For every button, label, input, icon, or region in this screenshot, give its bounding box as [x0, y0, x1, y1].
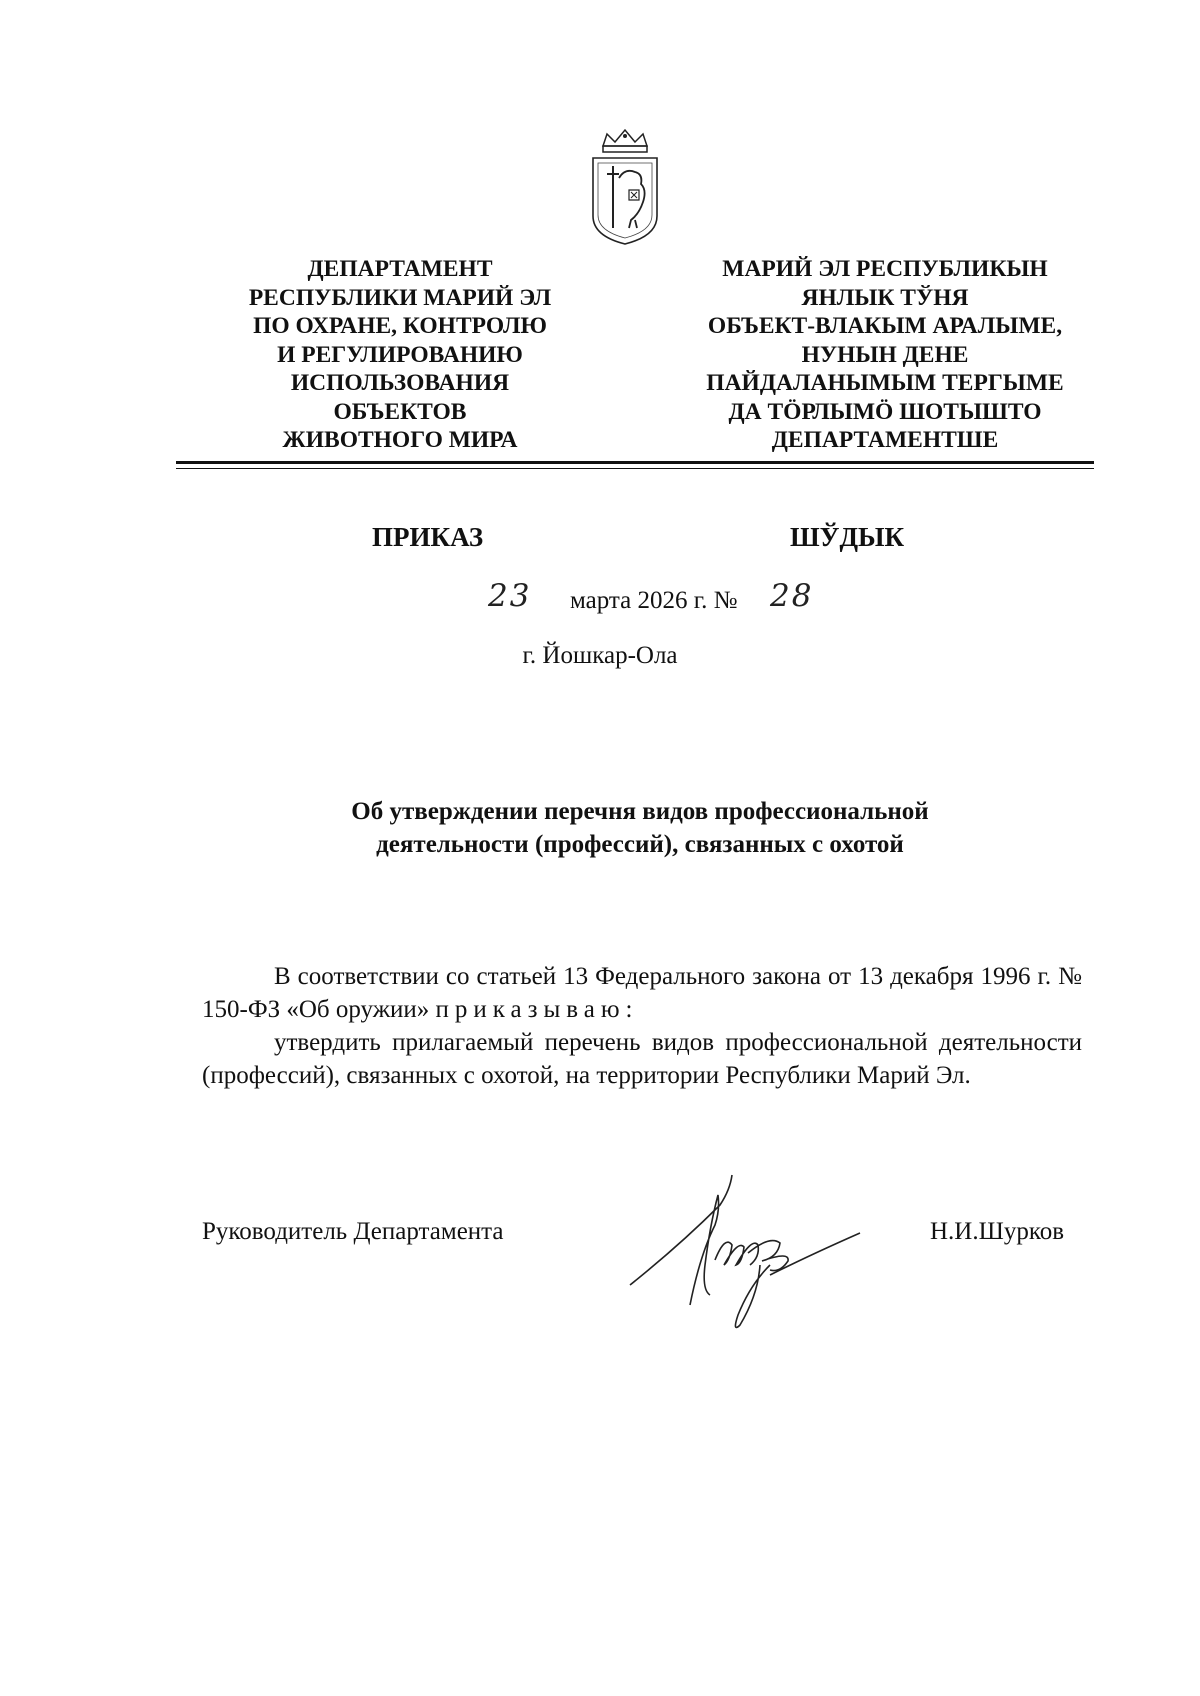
org-name-line: ДА ТÖРЛЫМÖ ШОТЫШТО [728, 398, 1042, 425]
signer-position: Руководитель Департамента [202, 1218, 504, 1245]
order-command: приказываю: [435, 996, 639, 1023]
org-name-russian [205, 255, 595, 455]
org-name-line: ОБЪЕКТ-ВЛАКЫМ АРАЛЫМЕ, [707, 313, 1063, 339]
doc-type-russian: ПРИКАЗ [372, 522, 484, 552]
org-name-line: МАРИЙ ЭЛ РЕСПУБЛИКЫН [722, 256, 1048, 282]
title-line: Об утверждении перечня видов профессиональной [351, 798, 929, 825]
org-name-line: ДЕПАРТАМЕНТ [307, 256, 493, 282]
signer-name: Н.И.Шурков [930, 1218, 1065, 1245]
header-divider-thin [176, 468, 1094, 469]
org-name-line: ПО ОХРАНЕ, КОНТРОЛЮ [253, 313, 547, 339]
body-paragraph: утвердить прилагаемый перечень видов профессиональной деятельности (профессий), связанных с охотой, на территории Республики Марий Эл. [202, 1029, 1082, 1089]
date-day-handwritten: 23 [488, 578, 532, 614]
body-paragraph [202, 960, 1082, 1026]
body-p1-text: В соответствии со статьей 13 Федерального закона от 13 декабря 1996 г. № 150-ФЗ «Об оружии» [202, 963, 1082, 1023]
org-name-line: ЖИВОТНОГО МИРА [282, 427, 518, 453]
org-name-line: ДЕПАРТАМЕНТШЕ [771, 427, 999, 453]
org-name-line: ПАЙДАЛАНЫМЫМ ТЕРГЫМЕ [706, 370, 1064, 396]
mari-el-coat-of-arms-icon [585, 128, 665, 248]
org-name-line: И РЕГУЛИРОВАНИЮ [277, 341, 523, 368]
org-name-line: РЕСПУБЛИКИ МАРИЙ ЭЛ [248, 284, 552, 311]
doc-type-mari: ШЎДЫК [790, 522, 905, 552]
header-divider-thick [176, 461, 1094, 464]
handwritten-signature [620, 1165, 870, 1335]
document-title [200, 795, 1080, 861]
org-name-line: ОБЪЕКТОВ [333, 398, 467, 425]
document-body [202, 960, 1082, 1092]
date-month-year: марта 2026 г. № [570, 587, 738, 614]
org-name-mari [680, 255, 1090, 455]
org-name-line: ИСПОЛЬЗОВАНИЯ [290, 370, 510, 396]
org-name-line: ЯНЛЫК ТЎНЯ [801, 284, 969, 311]
org-name-line: НУНЫН ДЕНЕ [801, 341, 969, 368]
order-number-handwritten: 28 [770, 578, 814, 614]
city: г. Йошкар-Ола [522, 642, 678, 669]
title-line: деятельности (профессий), связанных с охотой [376, 831, 904, 858]
